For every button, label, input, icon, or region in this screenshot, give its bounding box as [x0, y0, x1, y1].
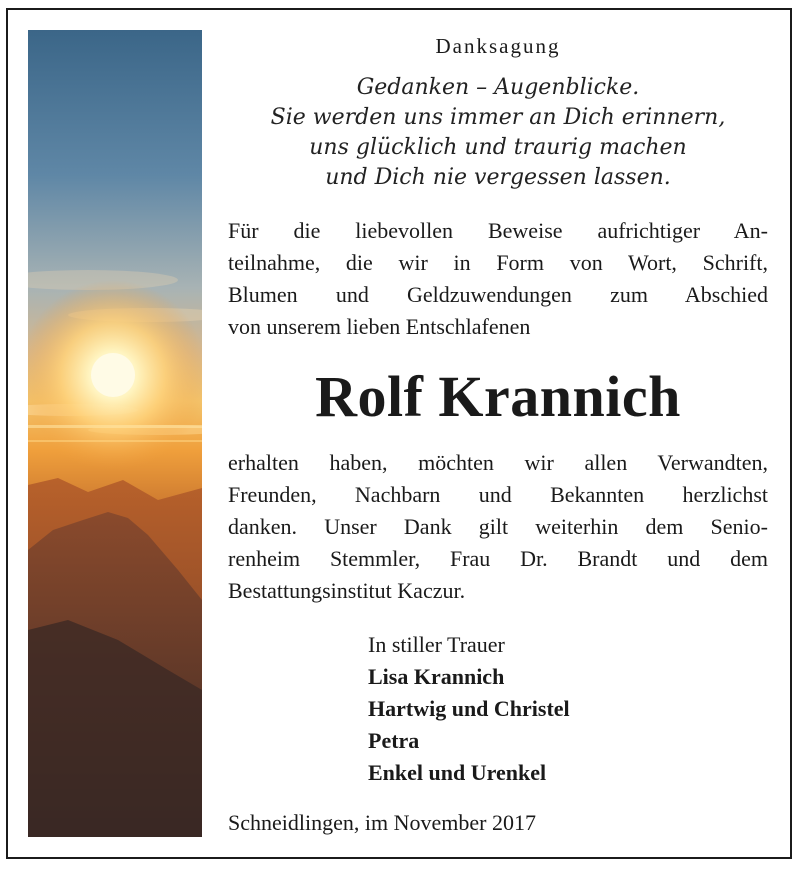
- text-line: renheim Stemmler, Frau Dr. Brandt und dem: [228, 546, 768, 571]
- thanks-paragraph-intro: [228, 215, 768, 343]
- notice-heading: Danksagung: [435, 34, 561, 58]
- poem-line: Sie werden uns immer an Dich erinnern,: [270, 105, 726, 130]
- text-line: von unserem lieben Entschlafenen: [228, 314, 531, 339]
- poem-line: Gedanken – Augenblicke.: [356, 75, 640, 100]
- poem-line: und Dich nie vergessen lassen.: [325, 165, 671, 190]
- poem-line: uns glücklich und traurig machen: [309, 135, 687, 160]
- text-line: danken. Unser Dank gilt weiterhin dem Senio-: [228, 514, 768, 539]
- mourner-name: Lisa Krannich: [368, 664, 505, 689]
- sunset-mountains-icon: [28, 30, 202, 837]
- deceased-name: Rolf Krannich: [315, 364, 681, 429]
- text-line: teilnahme, die wir in Form von Wort, Schrift,: [228, 250, 768, 275]
- thanks-paragraph-main: [228, 447, 768, 607]
- text-line: Blumen und Geldzuwendungen zum Abschied: [228, 282, 768, 307]
- memorial-poem: [228, 73, 768, 193]
- place-and-date: Schneidlingen, im November 2017: [228, 810, 536, 835]
- mourner-name: Petra: [368, 728, 420, 753]
- mourning-intro: In stiller Trauer: [368, 632, 505, 657]
- text-line: Freunden, Nachbarn und Bekannten herzlichst: [228, 482, 768, 507]
- mourner-name: Enkel und Urenkel: [368, 760, 547, 785]
- mourner-name: Hartwig und Christel: [368, 696, 570, 721]
- text-line: erhalten haben, möchten wir allen Verwandten,: [228, 450, 768, 475]
- text-line: Für die liebevollen Beweise aufrichtiger An-: [228, 218, 768, 243]
- text-line: Bestattungsinstitut Kaczur.: [228, 578, 466, 603]
- mourners-block: [368, 629, 768, 789]
- notice-content: [228, 30, 768, 789]
